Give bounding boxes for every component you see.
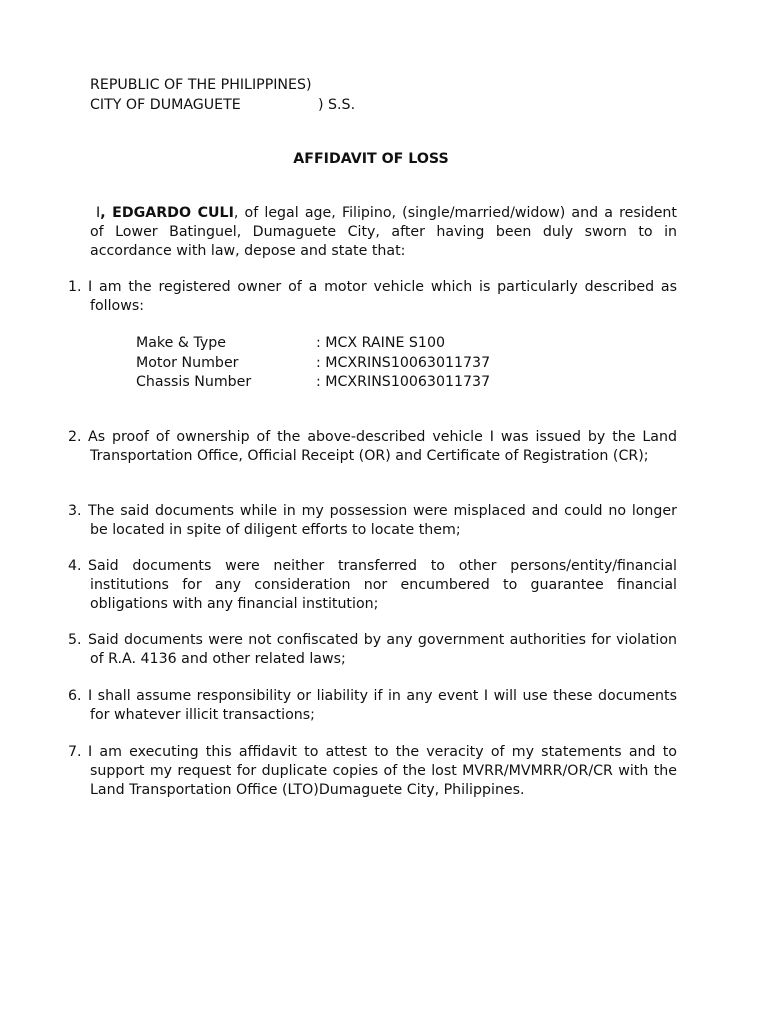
statement-item-2 <box>68 428 677 466</box>
statement-number: 1. <box>68 279 82 295</box>
vehicle-row-make <box>136 334 446 354</box>
statement-text: As proof of ownership of the above-described vehicle I was issued by the Land Transportation Office, Official Receipt (OR) and Certificate of Registration (CR); <box>88 429 677 464</box>
vehicle-value: : MCXRINS10063011737 <box>316 354 491 371</box>
statement-number: 3. <box>68 503 82 519</box>
statement-number: 6. <box>68 688 82 704</box>
statement-number: 2. <box>68 429 82 445</box>
document-title-text: AFFIDAVIT OF LOSS <box>293 151 449 167</box>
statement-number: 4. <box>68 558 82 574</box>
statement-text: The said documents while in my possession were misplaced and could no longer be located in spite of diligent efforts to locate them; <box>88 503 677 538</box>
caption-line-republic <box>90 76 312 96</box>
intro-rest: , of legal age, Filipino, (single/married/widow) and a resident of Lower Batinguel, Dumaguete City, after having been duly sworn to in accordance with law, depose and state that: <box>90 205 677 259</box>
statement-item-5 <box>68 631 677 669</box>
affiant-name: , EDGARDO CULI <box>100 205 234 221</box>
vehicle-details <box>136 334 491 393</box>
statement-item-6 <box>68 687 677 725</box>
vehicle-label: Motor Number <box>136 354 239 371</box>
statement-item-7 <box>68 743 677 800</box>
vehicle-value: : MCX RAINE S100 <box>316 335 446 351</box>
caption-city-text: CITY OF DUMAGUETE <box>90 97 241 113</box>
caption-line-city <box>90 96 356 116</box>
vehicle-value: : MCXRINS10063011737 <box>316 374 491 390</box>
venue-caption <box>90 76 356 116</box>
statement-item-3 <box>68 502 677 540</box>
vehicle-row-chassis <box>136 373 491 393</box>
statement-text: Said documents were not confiscated by any government authorities for violation of R.A. 4136 and other related laws; <box>88 632 677 667</box>
document-title <box>0 150 768 169</box>
statement-text: I shall assume responsibility or liability if in any event I will use these documents for whatever illicit transactions; <box>88 688 677 723</box>
statement-text: Said documents were neither transferred to other persons/entity/financial institutions for any consideration nor encumbered to guarantee financial obligations with any financial institution; <box>88 558 677 612</box>
statement-number: 5. <box>68 632 82 648</box>
statement-number: 7. <box>68 744 82 760</box>
statement-item-1 <box>68 278 677 316</box>
statement-item-4 <box>68 557 677 614</box>
statement-text: I am the registered owner of a motor vehicle which is particularly described as follows: <box>88 279 677 314</box>
vehicle-row-motor <box>136 354 491 374</box>
intro-prefix: I <box>96 205 101 221</box>
intro-paragraph <box>90 204 677 261</box>
statement-text: I am executing this affidavit to attest to the veracity of my statements and to support my request for duplicate copies of the lost MVRR/MVMRR/OR/CR with the Land Transportation Office (LTO)Dumaguete City, Philippines. <box>88 744 677 798</box>
caption-ss-text: ) S.S. <box>318 97 356 113</box>
caption-republic-text: REPUBLIC OF THE PHILIPPINES) <box>90 77 312 93</box>
vehicle-label: Make & Type <box>136 335 227 351</box>
vehicle-label: Chassis Number <box>136 374 252 390</box>
